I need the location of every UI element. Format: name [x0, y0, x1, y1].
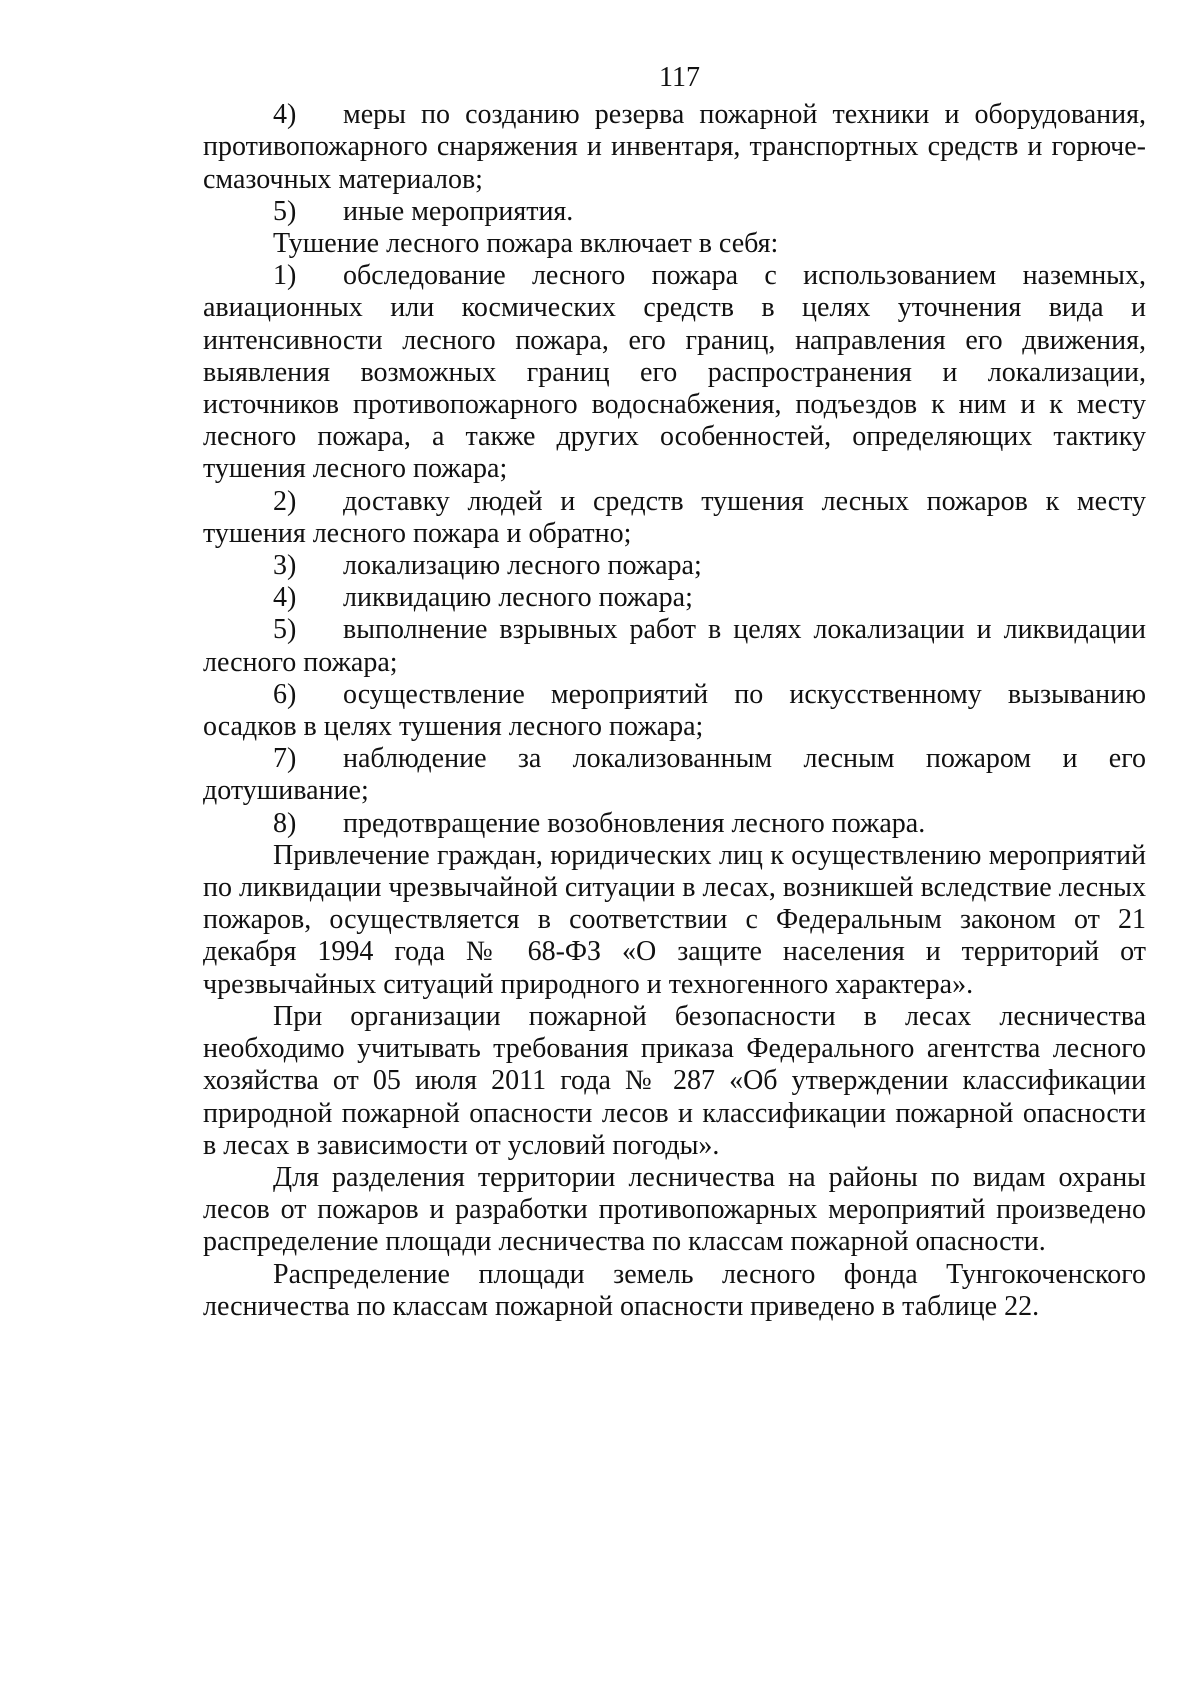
- list-item-number: 5): [273, 614, 297, 646]
- list-item: [203, 808, 1146, 840]
- list-item-text: выполнение взрывных работ в целях локализации и ликвидации лесного пожара;: [203, 614, 1146, 678]
- list-item-text: доставку людей и средств тушения лесных пожаров к месту тушения лесного пожара и обратно;: [203, 485, 1146, 549]
- list-item: [203, 679, 1146, 743]
- page-number: 117: [659, 62, 700, 93]
- list-item-text: локализацию лесного пожара;: [343, 550, 702, 582]
- list-item: [203, 196, 1146, 228]
- list-item-text: обследование лесного пожара с использованием наземных, авиационных или космических средств в целях уточнения вида и интенсивности лесного пожара, его границ, направления его движения, выявления возможных границ его распространения и локализации, источников противопожарного водоснабжения, подъездов к ним и к месту лесного пожара, а также других особенностей, определяющих тактику тушения лесного пожара;: [203, 260, 1146, 485]
- list-item-number: 1): [273, 260, 297, 292]
- body-paragraph: Распределение площади земель лесного фонда Тунгокоченского лесничества по классам пожарной опасности приведено в таблице 22.: [203, 1258, 1146, 1322]
- intro-paragraph: Тушение лесного пожара включает в себя:: [273, 228, 779, 260]
- list-item-text: осуществление мероприятий по искусственному вызыванию осадков в целях тушения лесного пожара;: [203, 678, 1146, 743]
- list-item-number: 3): [273, 550, 297, 582]
- list-item-text: предотвращение возобновления лесного пожара.: [343, 807, 926, 839]
- list-item-number: 4): [273, 582, 297, 614]
- list-item: [203, 582, 1146, 614]
- list-item: [203, 99, 1146, 196]
- body-paragraph: Привлечение граждан, юридических лиц к осуществлению мероприятий по ликвидации чрезвычайной ситуации в лесах, возникшей вследствие лесных пожаров, осуществляется в соответствии с Федеральным законом от 21 декабря 1994 года № 68-ФЗ «О защите населения и территорий от чрезвычайных ситуаций природного и техногенного характера».: [203, 839, 1146, 1000]
- list-item-number: 4): [273, 99, 297, 131]
- list-item-number: 5): [273, 195, 297, 227]
- document-page: [203, 62, 1146, 1323]
- list-item: [203, 486, 1146, 550]
- list-item-text: наблюдение за локализованным лесным пожаром и его дотушивание;: [203, 743, 1146, 807]
- list-item-text: ликвидацию лесного пожара;: [343, 582, 693, 614]
- body-paragraph: Для разделения территории лесничества на районы по видам охраны лесов от пожаров и разработки противопожарных мероприятий произведено распределение площади лесничества по классам пожарной опасности.: [203, 1161, 1146, 1258]
- list-item-number: 2): [273, 485, 297, 517]
- list-item: [203, 614, 1146, 678]
- list-item-number: 8): [273, 807, 297, 839]
- body-paragraph: При организации пожарной безопасности в лесах лесничества необходимо учитывать требования приказа Федерального агентства лесного хозяйства от 05 июля 2011 года № 287 «Об утверждении классификации природной пожарной опасности лесов и классификации пожарной опасности в лесах в зависимости от условий погоды».: [203, 1000, 1146, 1161]
- list-item: [203, 260, 1146, 485]
- list-item: [203, 743, 1146, 807]
- list-item: [203, 550, 1146, 582]
- list-item-number: 6): [273, 678, 297, 710]
- list-item-text: меры по созданию резерва пожарной техники и оборудования, противопожарного снаряжения и инвентаря, транспортных средств и горюче-смазочных материалов;: [203, 99, 1146, 195]
- list-item-text: иные мероприятия.: [343, 195, 574, 227]
- list-item-number: 7): [273, 743, 297, 775]
